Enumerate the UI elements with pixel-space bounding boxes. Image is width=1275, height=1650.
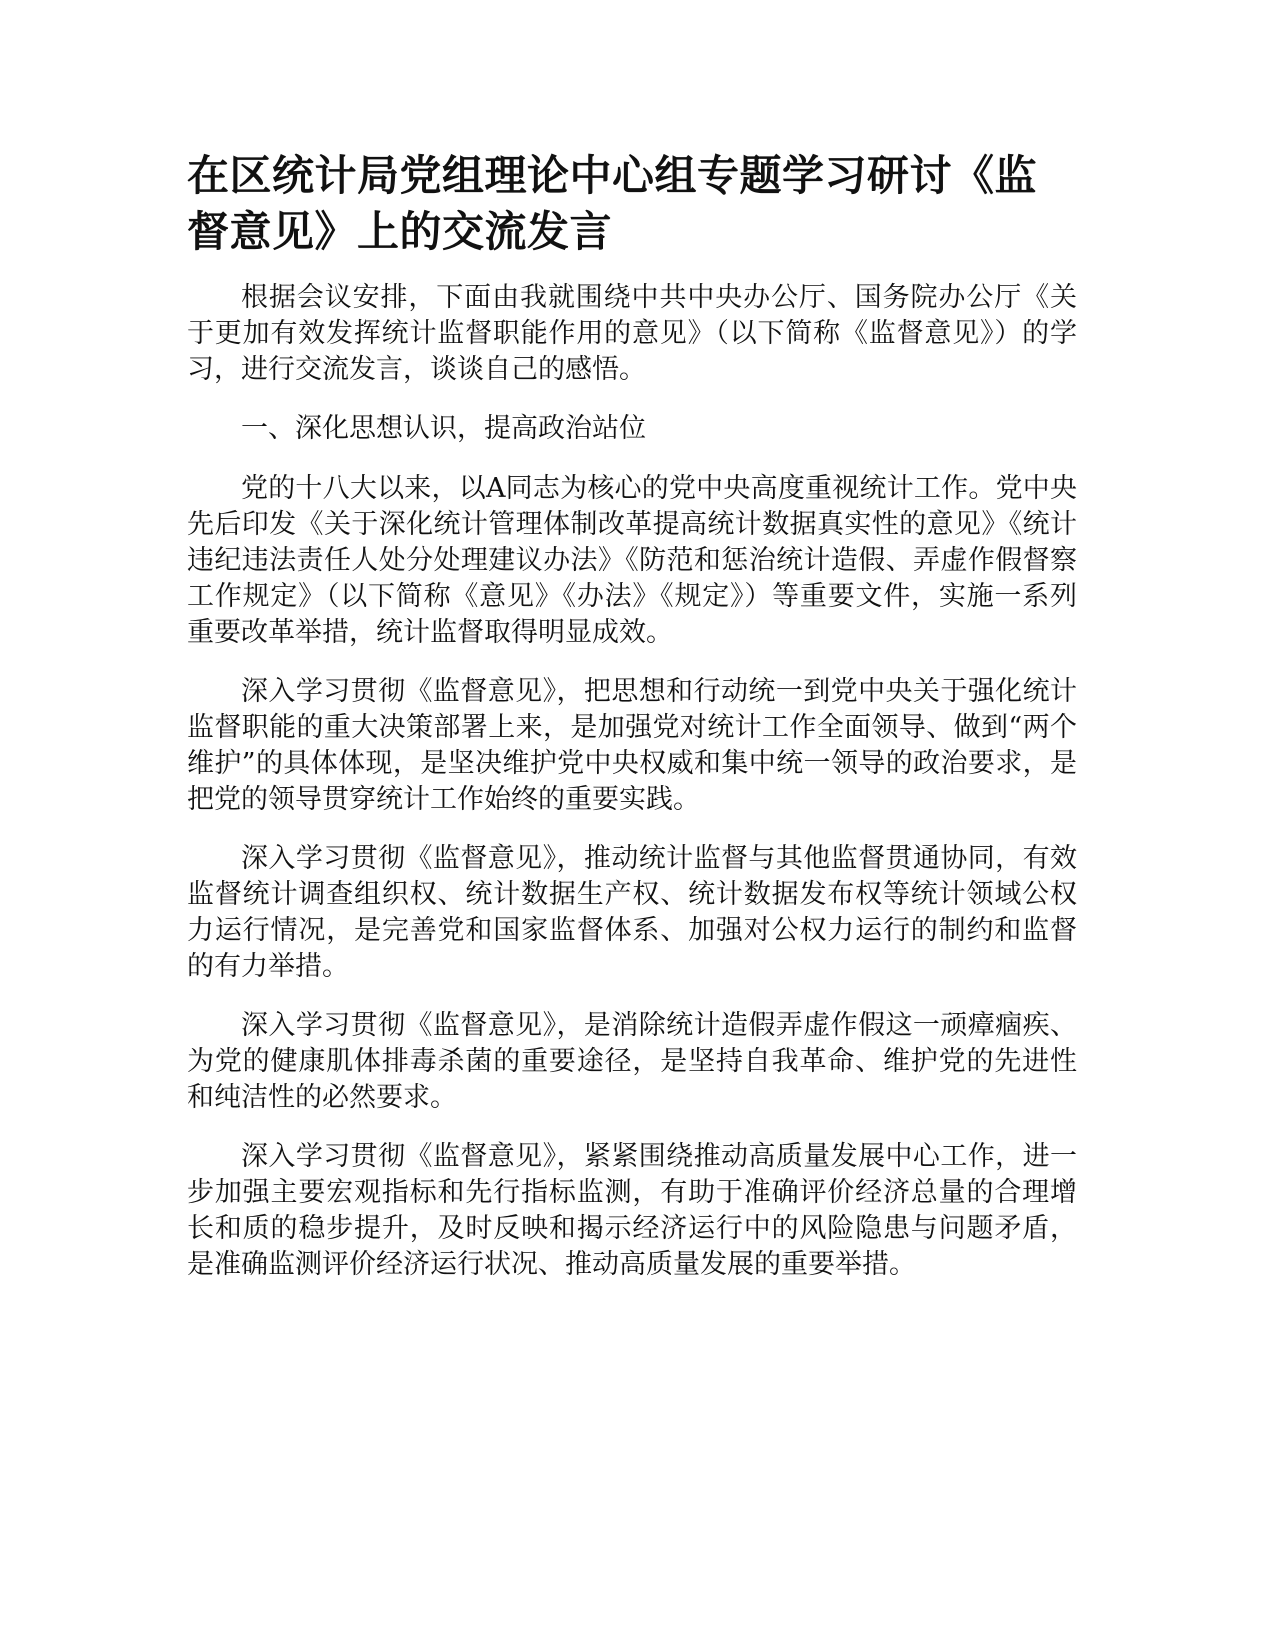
document-body xyxy=(187,148,1077,1306)
body-paragraph: 党的十八大以来，以A同志为核心的党中央高度重视统计工作。党中央先后印发《关于深化统计管理体制改革提高统计数据真实性的意见》《统计违纪违法责任人处分处理建议办法》《防范和惩治统计造假、弄虚作假督察工作规定》（以下简称《意见》《办法》《规定》）等重要文件，实施一系列重要改革举措，统计监督取得明显成效。 xyxy=(187,473,1077,648)
intro-paragraph: 根据会议安排，下面由我就围绕中共中央办公厅、国务院办公厅《关于更加有效发挥统计监督职能作用的意见》（以下简称《监督意见》）的学习，进行交流发言，谈谈自己的感悟。 xyxy=(187,282,1077,385)
body-paragraph: 深入学习贯彻《监督意见》，推动统计监督与其他监督贯通协同，有效监督统计调查组织权、统计数据生产权、统计数据发布权等统计领域公权力运行情况，是完善党和国家监督体系、加强对公权力运行的制约和监督的有力举措。 xyxy=(187,843,1077,982)
body-paragraph: 深入学习贯彻《监督意见》，把思想和行动统一到党中央关于强化统计监督职能的重大决策部署上来，是加强党对统计工作全面领导、做到“两个维护”的具体体现，是坚决维护党中央权威和集中统一领导的政治要求，是把党的领导贯穿统计工作始终的重要实践。 xyxy=(187,676,1077,815)
body-paragraph: 深入学习贯彻《监督意见》，是消除统计造假弄虚作假这一顽瘴痼疾、为党的健康肌体排毒杀菌的重要途径，是坚持自我革命、维护党的先进性和纯洁性的必然要求。 xyxy=(187,1010,1077,1113)
section-heading-1: 一、深化思想认识，提高政治站位 xyxy=(241,413,646,444)
body-paragraph: 深入学习贯彻《监督意见》，紧紧围绕推动高质量发展中心工作，进一步加强主要宏观指标和先行指标监测，有助于准确评价经济总量的合理增长和质的稳步提升，及时反映和揭示经济运行中的风险隐患与问题矛盾，是准确监测评价经济运行状况、推动高质量发展的重要举措。 xyxy=(187,1141,1077,1280)
document-title: 在区统计局党组理论中心组专题学习研讨《监督意见》上的交流发言 xyxy=(187,151,1038,256)
